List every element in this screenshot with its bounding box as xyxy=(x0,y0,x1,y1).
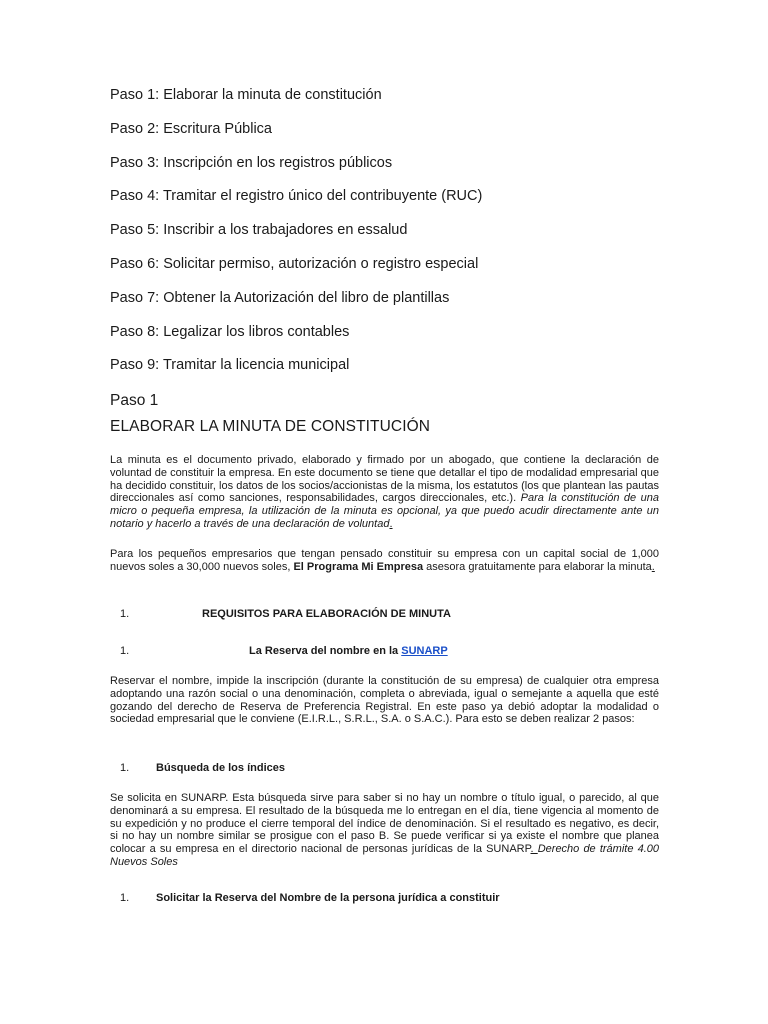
heading-requisitos: REQUISITOS PARA ELABORACIÓN DE MINUTA xyxy=(202,608,451,620)
paragraph-programa xyxy=(110,548,659,574)
paragraph-busqueda-fee: Derecho de trámite 4.00 Nuevos Soles xyxy=(110,843,659,868)
programa-mi-empresa: El Programa Mi Empresa xyxy=(293,560,424,573)
paragraph-busqueda xyxy=(110,792,659,869)
heading-reserva xyxy=(249,645,448,658)
heading-solicitar: Solicitar la Reserva del Nombre de la persona jurídica a constituir xyxy=(156,892,500,904)
step-7: Paso 7: Obtener la Autorización del libro de plantillas xyxy=(110,290,450,306)
step-1: Paso 1: Elaborar la minuta de constitución xyxy=(110,87,382,103)
heading-solicitar-number: 1. xyxy=(120,892,130,904)
paragraph-programa-text: Para los pequeños empresarios que tengan pensado constituir su empresa con un capital social de 1,000 nuevos soles a 30,000 nuevos soles, xyxy=(110,548,659,573)
heading-reserva-text: La Reserva del nombre en la xyxy=(249,645,402,657)
step-3: Paso 3: Inscripción en los registros públicos xyxy=(110,155,393,171)
paragraph-minuta-text: La minuta es el documento privado, elaborado y firmado por un abogado, que contiene la declaración de voluntad de constituir la empresa. En este documento se tiene que detallar el tipo de modalidad empresarial que ha decidido constituir, los datos de los socios/accionistas de la misma, los estatutos (los que plantean las pautas direccionales así como sanciones, responsabilidades, cargos direccionales, etc.). xyxy=(110,454,659,505)
step-5: Paso 5: Inscribir a los trabajadores en essalud xyxy=(110,222,408,238)
step-9: Paso 9: Tramitar la licencia municipal xyxy=(110,357,350,373)
paragraph-busqueda-text: Se solicita en SUNARP. Esta búsqueda sirve para saber si no hay un nombre o título igual, o parecido, al que denominará a su empresa. El resultado de la búsqueda me lo entregan en el día, tiene vigencia al momento de su expedición y no produce el cierre temporal del índice de denominación. Si el resultado es negativo, es decir, si no hay un nombre similar se prosigue con el paso B. Se puede verificar si ya existe el nombre que planea colocar a su empresa en el directorio nacional de personas jurídicas de la SUNARP xyxy=(110,792,659,856)
step-2: Paso 2: Escritura Pública xyxy=(110,121,272,137)
heading-reserva-number: 1. xyxy=(120,645,130,657)
step-4: Paso 4: Tramitar el registro único del contribuyente (RUC) xyxy=(110,188,483,204)
sunarp-link[interactable]: SUNARP xyxy=(401,645,448,657)
paragraph-reserva: Reservar el nombre, impide la inscripción (durante la constitución de su empresa) de cualquier otra empresa adoptando una razón social o una denominación, completa o abreviada, igual o semejante a aquella que esté gozando del derecho de Reserva de Preferencia Registral. En este paso ya debió adoptar la modalidad o sociedad empresarial que le conviene (E.I.R.L., S.R.L., S.A. o S.A.C.). Para esto se deben realizar 2 pasos: xyxy=(110,675,659,726)
heading-busqueda: Búsqueda de los índices xyxy=(156,762,285,774)
step-8: Paso 8: Legalizar los libros contables xyxy=(110,324,350,340)
paragraph-programa-after: asesora gratuitamente para elaborar la minuta xyxy=(423,560,652,573)
paragraph-minuta-italic: Para la constitución de una micro o pequeña empresa, la utilización de la minuta es opcional, ya que puedo acudir directamente ante un notario y hacerlo a través de una declaración de voluntad xyxy=(110,492,660,530)
paragraph-minuta xyxy=(110,454,659,531)
heading-busqueda-number: 1. xyxy=(120,762,130,774)
heading-requisitos-number: 1. xyxy=(120,608,130,620)
section-label: Paso 1 xyxy=(110,392,159,409)
paragraph-busqueda-mark: . xyxy=(530,843,538,856)
section-title: ELABORAR LA MINUTA DE CONSTITUCIÓN xyxy=(110,418,431,435)
paragraph-programa-end: . xyxy=(651,560,655,573)
step-6: Paso 6: Solicitar permiso, autorización o registro especial xyxy=(110,256,479,272)
paragraph-minuta-end: . xyxy=(389,517,393,530)
